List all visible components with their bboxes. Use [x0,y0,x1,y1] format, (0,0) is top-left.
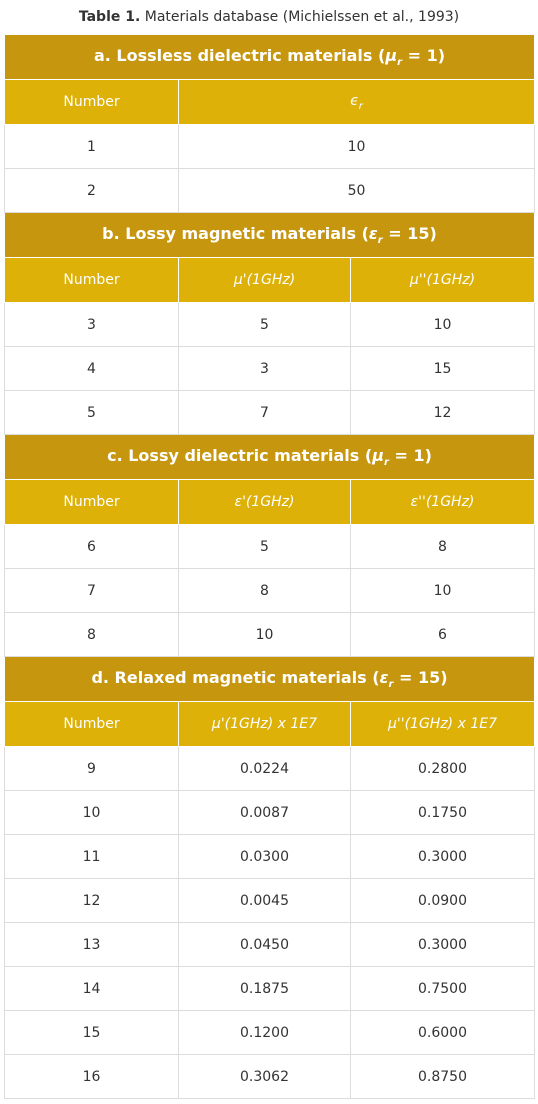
table-cell: 4 [5,347,179,391]
table-cell: 0.0450 [179,923,351,967]
table-cell: 0.8750 [351,1055,535,1099]
section-title-text: a. Lossless dielectric materials ( [93,45,386,65]
table-cell: 7 [5,569,179,613]
table-row [5,791,535,835]
table-cell: 15 [351,347,535,391]
column-header: μ''(1GHz) [351,258,535,303]
table-cell: 0.3000 [351,835,535,879]
table-caption [0,0,538,34]
table-cell: 10 [179,125,535,169]
epsilon-symbol: ϵ [350,92,359,109]
column-header: Number [5,258,179,303]
table-row [5,1011,535,1055]
table-row [5,303,535,347]
table-cell: 0.0224 [179,747,351,791]
table-cell: 0.0300 [179,835,351,879]
table-row [5,835,535,879]
section-title-symbol: ε [368,223,378,243]
section-title-text: b. Lossy magnetic materials ( [102,223,369,243]
table-row [5,923,535,967]
table-cell: 10 [179,613,351,657]
table-cell: 0.1875 [179,967,351,1011]
table-row [5,347,535,391]
table-cell: 2 [5,169,179,213]
table-row [5,525,535,569]
table-cell: 0.1750 [351,791,535,835]
table-row [5,391,535,435]
table-cell: 50 [179,169,535,213]
table-cell: 8 [5,613,179,657]
table-cell: 14 [5,967,179,1011]
table-cell: 5 [5,391,179,435]
table-cell: 8 [179,569,351,613]
section-title-subscript: r [377,235,383,247]
section-title-text: d. Relaxed magnetic materials ( [91,667,380,687]
table-cell: 0.7500 [351,967,535,1011]
section-title-suffix: = 15) [382,223,437,243]
table-row [5,967,535,1011]
table-cell: 0.1200 [179,1011,351,1055]
table-cell: 0.3062 [179,1055,351,1099]
table-row [5,125,535,169]
table-cell: 13 [5,923,179,967]
table-row [5,169,535,213]
table-cell: 0.3000 [351,923,535,967]
section-title-subscript: r [397,57,403,69]
section-title-suffix: = 15) [393,667,448,687]
table-cell: 12 [5,879,179,923]
table-cell: 5 [179,303,351,347]
section-a-header-row [5,80,535,125]
section-title-subscript: r [388,679,394,691]
table-cell: 6 [5,525,179,569]
section-title-symbol: μ [385,45,398,65]
table-cell: 10 [5,791,179,835]
caption-label: Table 1. [78,9,141,25]
section-title [5,35,535,80]
table-cell: 7 [179,391,351,435]
table-cell: 0.6000 [351,1011,535,1055]
column-header [179,80,535,125]
column-header: Number [5,480,179,525]
column-header: Number [5,80,179,125]
table-cell: 6 [351,613,535,657]
table-cell: 8 [351,525,535,569]
materials-table [4,34,535,1099]
table-cell: 5 [179,525,351,569]
table-row [5,747,535,791]
column-header: μ'(1GHz) x 1E7 [179,702,351,747]
table-cell: 0.0087 [179,791,351,835]
section-title-symbol: μ [372,445,384,465]
section-d-title-row [5,657,535,702]
section-b-header-row [5,258,535,303]
table-cell: 0.0045 [179,879,351,923]
section-title-symbol: ε [379,667,389,687]
section-title-suffix: = 1) [402,45,446,65]
table-cell: 3 [179,347,351,391]
table-row [5,613,535,657]
column-header: ε'(1GHz) [179,480,351,525]
table-cell: 10 [351,569,535,613]
column-header: μ''(1GHz) x 1E7 [351,702,535,747]
table-row [5,879,535,923]
table-cell: 3 [5,303,179,347]
section-a-title-row [5,35,535,80]
section-title-text: c. Lossy dielectric materials ( [107,445,373,465]
table-cell: 12 [351,391,535,435]
section-title [5,657,535,702]
section-title [5,213,535,258]
section-title-subscript: r [383,457,389,469]
table-row [5,569,535,613]
table-cell: 9 [5,747,179,791]
section-b-title-row [5,213,535,258]
section-c-title-row [5,435,535,480]
column-header: Number [5,702,179,747]
table-row [5,1055,535,1099]
epsilon-subscript: r [358,100,363,112]
table-cell: 0.2800 [351,747,535,791]
column-header: μ'(1GHz) [179,258,351,303]
table-cell: 11 [5,835,179,879]
section-c-header-row [5,480,535,525]
column-header: ε''(1GHz) [351,480,535,525]
table-cell: 15 [5,1011,179,1055]
section-title [5,435,535,480]
table-cell: 1 [5,125,179,169]
section-d-header-row [5,702,535,747]
table-cell: 10 [351,303,535,347]
table-cell: 0.0900 [351,879,535,923]
caption-text: Materials database (Michielssen et al., 1993) [144,9,460,25]
section-title-suffix: = 1) [388,445,432,465]
table-cell: 16 [5,1055,179,1099]
